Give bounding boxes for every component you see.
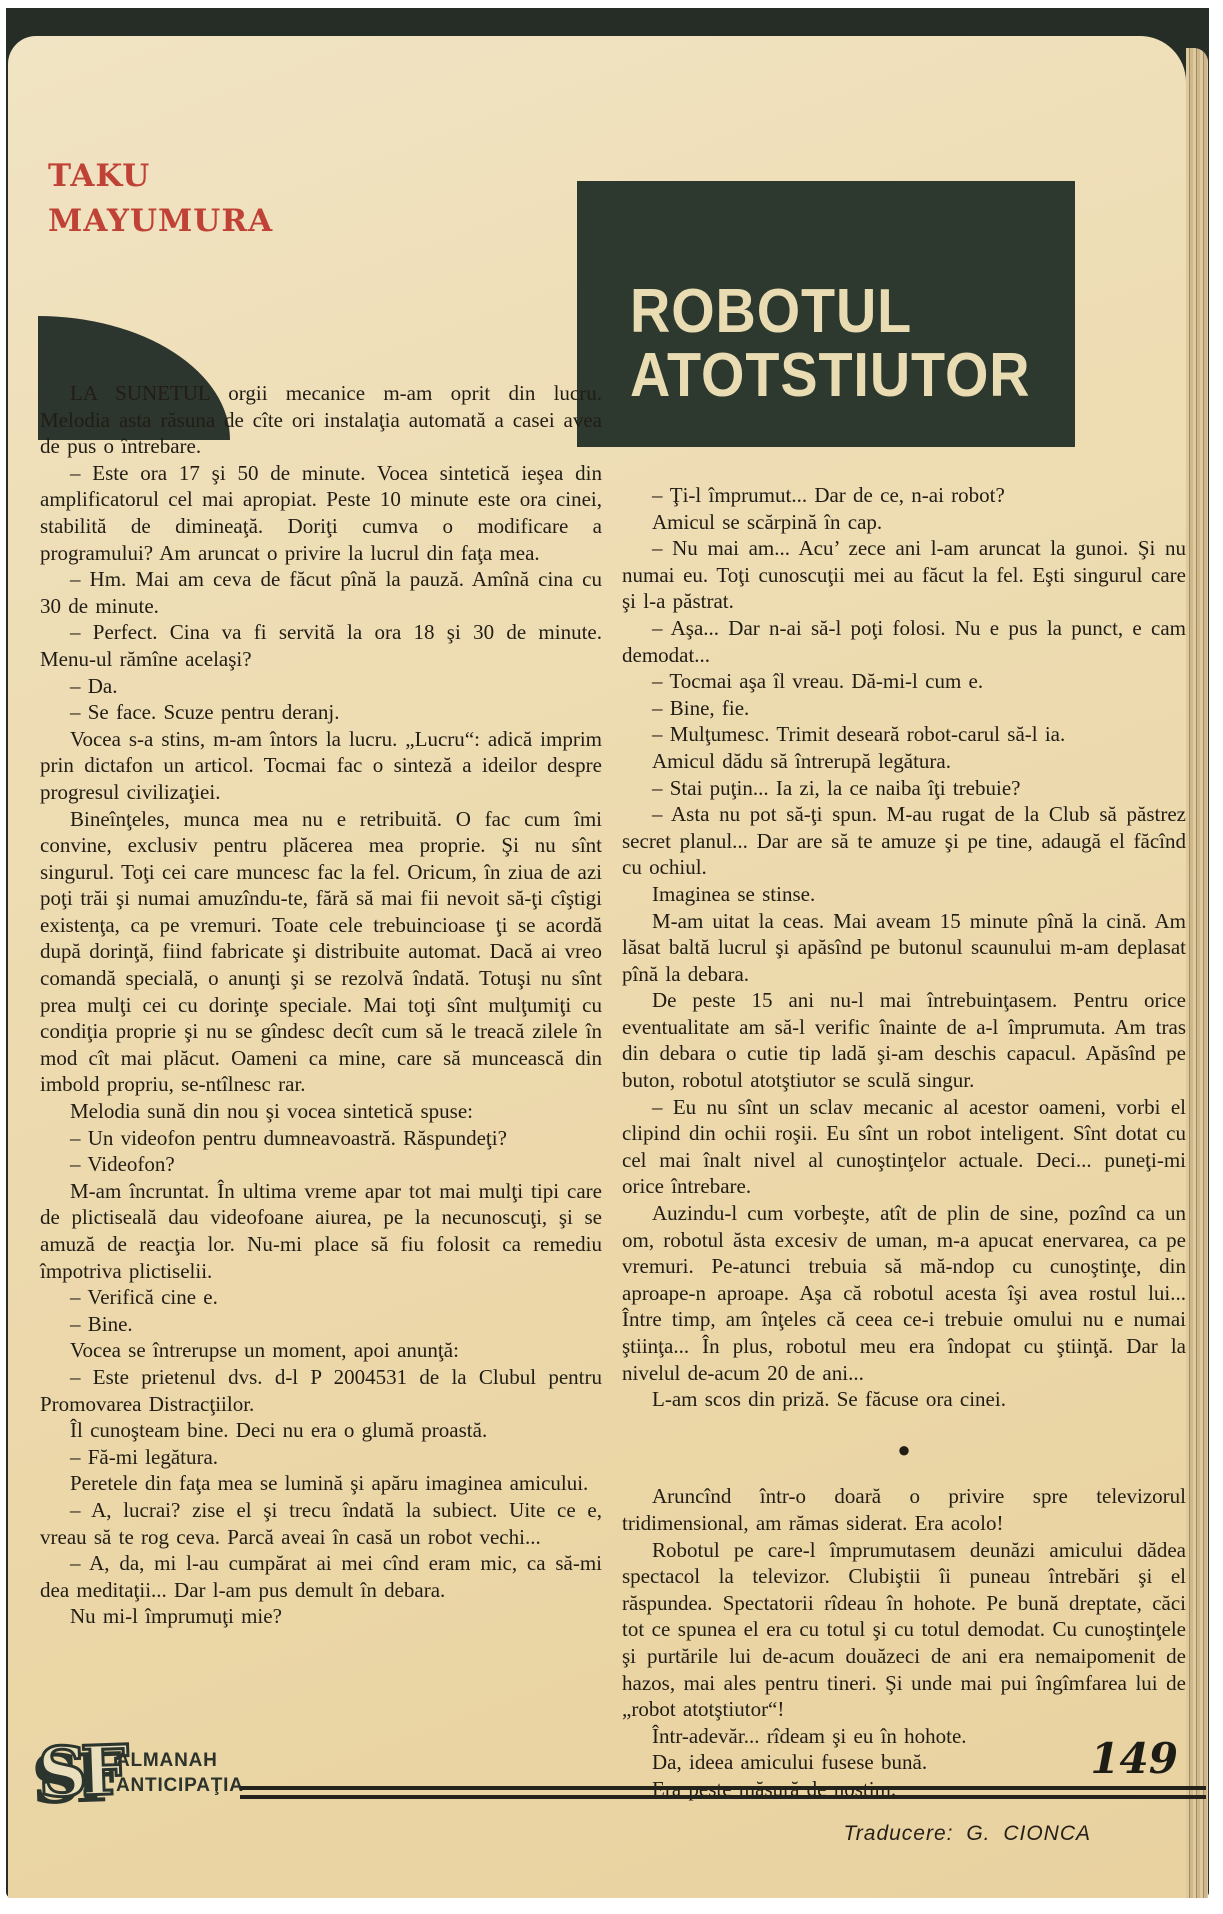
paragraph: LA SUNETUL orgii mecanice m-am oprit din lucru. Melodia asta răsuna de cîte ori instalaţia automată a casei avea de pus o întrebare.	[40, 381, 602, 459]
author-line-2: MAYUMURA	[48, 203, 274, 239]
story-column-right	[622, 482, 1186, 1847]
paragraph: – Hm. Mai am ceva de făcut pînă la pauză. Amînă cina cu 30 de minute.	[40, 567, 602, 618]
paragraph: L-am scos din priză. Se făcuse ora cinei.	[652, 1387, 1006, 1412]
paragraph: Aruncînd într-o doară o privire spre televizorul tridimensional, am rămas siderat. Era acolo!	[622, 1484, 1186, 1535]
title-banner	[578, 182, 1074, 446]
paragraph: Într-adevăr... rîdeam şi eu în hohote.	[652, 1723, 967, 1748]
paragraph: – Ţi-l împrumut... Dar de ce, n-ai robot?	[652, 483, 1005, 507]
translator-credit: Traducere: G. CIONCA	[843, 1821, 1091, 1845]
section-separator-bullet: ●	[897, 1436, 911, 1462]
paragraph: Nu mi-l împrumuţi mie?	[70, 1604, 282, 1629]
book-fore-edge	[1186, 48, 1208, 1898]
paragraph: – A, lucrai? zise el şi trecu îndată la subiect. Uite ce e, vreau să te rog ceva. Parcă aveai în casă un robot vechi...	[40, 1497, 602, 1549]
story-title	[630, 277, 1031, 410]
paragraph: De peste 15 ani nu-l mai întrebuinţasem. Pentru orice eventualitate am să-l verific înainte de a-l împrumuta. Am tras din debara o cutie tip ladă şi-am deschis capacul. Apăsînd pe buton, robotul atotştiutor se sculă singur.	[622, 988, 1186, 1093]
title-line-1: ROBOTUL	[630, 277, 913, 346]
paragraph: Melodia sună din nou şi vocea sintetică spuse:	[70, 1099, 474, 1124]
paragraph: Bineînţeles, munca mea nu e retribuită. O fac cum îmi convine, exclusiv pentru plăcerea mea proprie. Şi nu sînt singurul. Toţi cei care muncesc fac la fel. Oricum, în ziua de azi poţi trăi şi numai amuzîndu-te, fără să mai fii nevoit să-ţi cîştigi existenţa, ca pe vremuri. Toate cele trebuincioase ţi se acordă după dorinţă, fiind fabricate şi distribuite automat. Dacă ai vreo comandă specială, o anunţi şi se rezolvă îndată. Totuşi nu sînt prea mulţi cei cu dorinţe speciale. Mai toţi sînt mulţumiţi cu condiţia proprie şi nu se gîndesc decît cum să le treacă zilele în mod cît mai plăcut. Oameni ca mine, care să muncească din imbold propriu, se-ntîlnesc rar.	[40, 806, 602, 1097]
brand-line-2: ANTICIPAŢIA	[116, 1775, 244, 1796]
paragraph: – Da.	[70, 673, 118, 698]
paragraph: Imaginea se stinse.	[652, 881, 816, 906]
paragraph: – Nu mai am... Acu’ zece ani l-am aruncat la gunoi. Şi nu numai eu. Toţi cunoscuţii mei au făcut la fel. Eşti singurul care şi l-a păstrat.	[622, 536, 1186, 614]
brand-name	[116, 1748, 244, 1798]
paragraph: – Videofon?	[70, 1152, 175, 1177]
photo-backdrop	[6, 8, 1209, 1898]
sf-logo: SF	[36, 1730, 125, 1814]
page-number: 149	[1090, 1734, 1178, 1783]
paragraph: – Mulţumesc. Trimit deseară robot-carul să-l ia.	[652, 722, 1066, 747]
paragraph: – Bine.	[70, 1311, 133, 1336]
story-column-right-part1	[622, 482, 1186, 1413]
paragraph: Vocea s-a stins, m-am întors la lucru. „Lucru“: adică imprim prin dictafon un articol. Tocmai fac o sinteză a ideilor despre progresul civilizaţiei.	[40, 726, 602, 804]
paragraph: Era peste măsură de nostim.	[652, 1776, 897, 1801]
paragraph: – Perfect. Cina va fi servită la ora 18 şi 30 de minute. Menu-ul rămîne acelaşi?	[40, 620, 602, 671]
paragraph: Vocea se întrerupse un moment, apoi anunţă:	[70, 1338, 459, 1363]
paragraph: – Se face. Scuze pentru deranj.	[70, 700, 340, 725]
brand-line-1: ALMANAH	[116, 1750, 218, 1771]
paragraph: Robotul pe care-l împrumutasem deunăzi amicului dădea spectacol la televizor. Clubiştii îi puneau întrebări şi el răspundea. Spectatorii rîdeau în hohote. Pe bună dreptate, căci tot ce spunea el era cu totul şi cu totul demodat. Cu cunoştinţele şi purtările lui de-acum douăzeci de ani era nemaipomenit de hazos, mai ales pentru tineri. Şi unde mai pui îngîmfarea lui de „robot atotştiutor“!	[622, 1537, 1186, 1722]
magazine-page	[8, 36, 1186, 1898]
paragraph: – Este ora 17 şi 50 de minute. Vocea sintetică ieşea din amplificatorul cel mai apropiat. Peste 10 minute este ora cinei, stabilită de dimineaţă. Doriţi cumva o modificare a programului? Am aruncat o privire la lucrul din faţa mea.	[40, 460, 602, 565]
paragraph: – Verifică cine e.	[70, 1285, 218, 1310]
paragraph: – Aşa... Dar n-ai să-l poţi folosi. Nu e pus la punct, e cam demodat...	[622, 615, 1186, 667]
title-line-2: ATOTSTIUTOR	[630, 341, 1031, 410]
paragraph: – Stai puţin... Ia zi, la ce naiba îţi trebuie?	[652, 775, 1021, 800]
footer-rule	[240, 1786, 1206, 1799]
paragraph: Auzindu-l cum vorbeşte, atît de plin de sine, pozînd ca un om, robotul ăsta excesiv de uman, m-a apucat enervarea, ca pe vremuri. Pe-atunci trebuia să mă-ndop cu cunoştinţe, din aproape-n aproape. Aşa că robotul acesta îşi avea rostul lui... Între timp, am înţeles că ceea ce-i trebuie omului nu e numai ştiinţa... În plus, robotul meu era îndopat cu ştiinţă. Dar la nivelul de-acum 20 de ani...	[622, 1201, 1186, 1385]
paragraph: – Eu nu sînt un sclav mecanic al acestor oameni, vorbi el clipind din ochii roşii. Eu sînt un robot inteligent. Sînt dotat cu cel mai înalt nivel al cunoştinţelor actuale. Deci... puneţi-mi orice întrebare.	[622, 1094, 1186, 1199]
paragraph: M-am încruntat. În ultima vreme apar tot mai mulţi tipi care de plictiseală dau videofoane aiurea, pe la necunoscuţi, şi se amuză de reacţia lor. Nu-mi place să fiu folosit ca remediu împotriva plictiselii.	[40, 1178, 602, 1283]
paragraph: M-am uitat la ceas. Mai aveam 15 minute pînă la cină. Am lăsat baltă lucrul şi apăsînd pe butonul scaunului m-am deplasat pînă la debara.	[622, 908, 1186, 986]
paragraph: – Bine, fie.	[652, 695, 750, 720]
paragraph: – Fă-mi legătura.	[70, 1444, 219, 1469]
story-column-left	[40, 380, 602, 1630]
paragraph: Da, ideea amicului fusese bună.	[652, 1750, 928, 1775]
author-line-1: TAKU	[48, 158, 151, 194]
paragraph: Îl cunoşteam bine. Deci nu era o glumă proastă.	[70, 1418, 488, 1443]
paragraph: – Este prietenul dvs. d-l P 2004531 de la Clubul pentru Promovarea Distracţiilor.	[40, 1364, 602, 1416]
paragraph: Amicul se scărpină în cap.	[652, 509, 883, 534]
author-name	[48, 154, 273, 244]
paragraph: – Asta nu pot să-ţi spun. M-au rugat de la Club să păstrez secret planul... Dar are să te amuze şi pe tine, adaugă el făcînd cu ochiul.	[622, 802, 1186, 880]
paragraph: – A, da, mi l-au cumpărat ai mei cînd eram mic, ca să-mi dea meditaţii... Dar l-am pus demult în debara.	[40, 1551, 602, 1602]
paragraph: Amicul dădu să întrerupă legătura.	[652, 748, 951, 773]
paragraph: – Tocmai aşa îl vreau. Dă-mi-l cum e.	[652, 669, 984, 694]
paragraph: Peretele din faţa mea se lumină şi apăru imaginea amicului.	[70, 1471, 589, 1496]
paragraph: – Un videofon pentru dumneavoastră. Răspundeţi?	[70, 1125, 507, 1150]
